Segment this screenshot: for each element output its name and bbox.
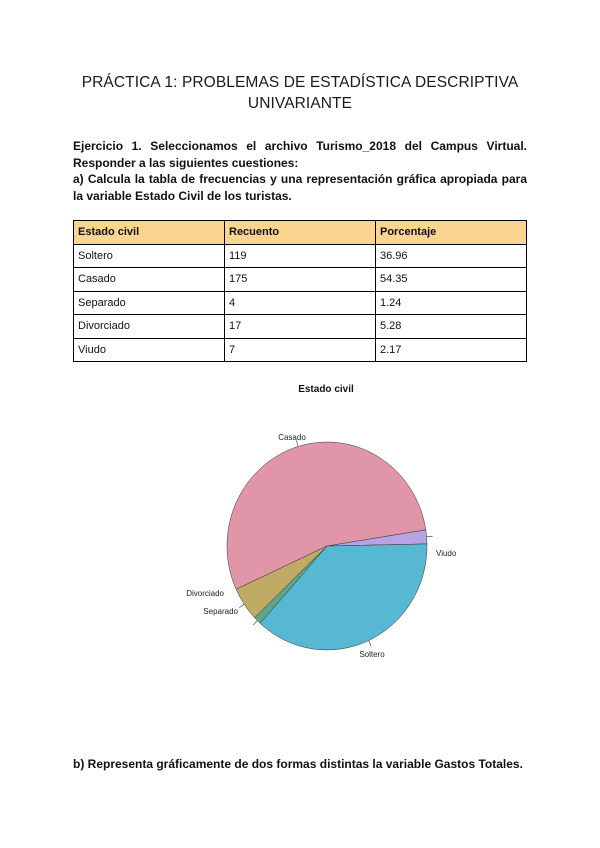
table-header-cell: Porcentaje: [376, 221, 527, 245]
table-cell: 175: [225, 268, 376, 292]
exercise-statement: [73, 138, 527, 204]
pie-label-soltero: Soltero: [359, 650, 385, 659]
table-row: [74, 338, 527, 362]
table-cell: 2.17: [376, 338, 527, 362]
exercise-line-1: Ejercicio 1. Seleccionamos el archivo Turismo_2018 del Campus Virtual.: [73, 139, 527, 153]
table-cell: 1.24: [376, 291, 527, 315]
pie-leader-line: [253, 621, 257, 626]
table-cell: 17: [225, 315, 376, 339]
table-cell: 7: [225, 338, 376, 362]
table-cell: 4: [225, 291, 376, 315]
title-line-1: PRÁCTICA 1: PROBLEMAS DE ESTADÍSTICA DESCRIPTIVA: [81, 74, 519, 91]
chart-title: Estado civil: [298, 384, 354, 395]
table-cell: 54.35: [376, 268, 527, 292]
pie-label-divorciado: Divorciado: [186, 589, 224, 598]
pie-leader-line: [427, 536, 433, 537]
table-header-cell: Recuento: [225, 221, 376, 245]
table-header-row: [74, 221, 527, 245]
table-cell: Viudo: [74, 338, 225, 362]
table-cell: Separado: [74, 291, 225, 315]
table-row: [74, 291, 527, 315]
exercise-line-3: a) Calcula la tabla de frecuencias y una representación gráfica apropiada para: [73, 172, 527, 186]
pie-label-casado: Casado: [278, 433, 306, 442]
table-cell: Soltero: [74, 244, 225, 268]
frequency-table: [73, 220, 527, 362]
exercise-line-4: la variable Estado Civil de los turistas.: [73, 188, 292, 203]
document-title: [60, 72, 540, 114]
title-line-2: UNIVARIANTE: [247, 95, 353, 112]
exercise-line-2: Responder a las siguientes cuestiones:: [73, 155, 299, 170]
pie-leader-line: [239, 604, 244, 608]
table-header-cell: Estado civil: [74, 221, 225, 245]
table-row: [74, 268, 527, 292]
table-cell: 119: [225, 244, 376, 268]
part-b-statement: b) Representa gráficamente de dos formas distintas la variable Gastos Totales.: [73, 757, 523, 771]
pie-chart: [0, 400, 600, 680]
table-row: [74, 315, 527, 339]
table-cell: 36.96: [376, 244, 527, 268]
table-row: [74, 244, 527, 268]
pie-label-viudo: Viudo: [436, 549, 457, 558]
table-cell: Divorciado: [74, 315, 225, 339]
pie-label-separado: Separado: [203, 607, 238, 616]
table-cell: 5.28: [376, 315, 527, 339]
pie-leader-line: [369, 641, 372, 647]
table-cell: Casado: [74, 268, 225, 292]
